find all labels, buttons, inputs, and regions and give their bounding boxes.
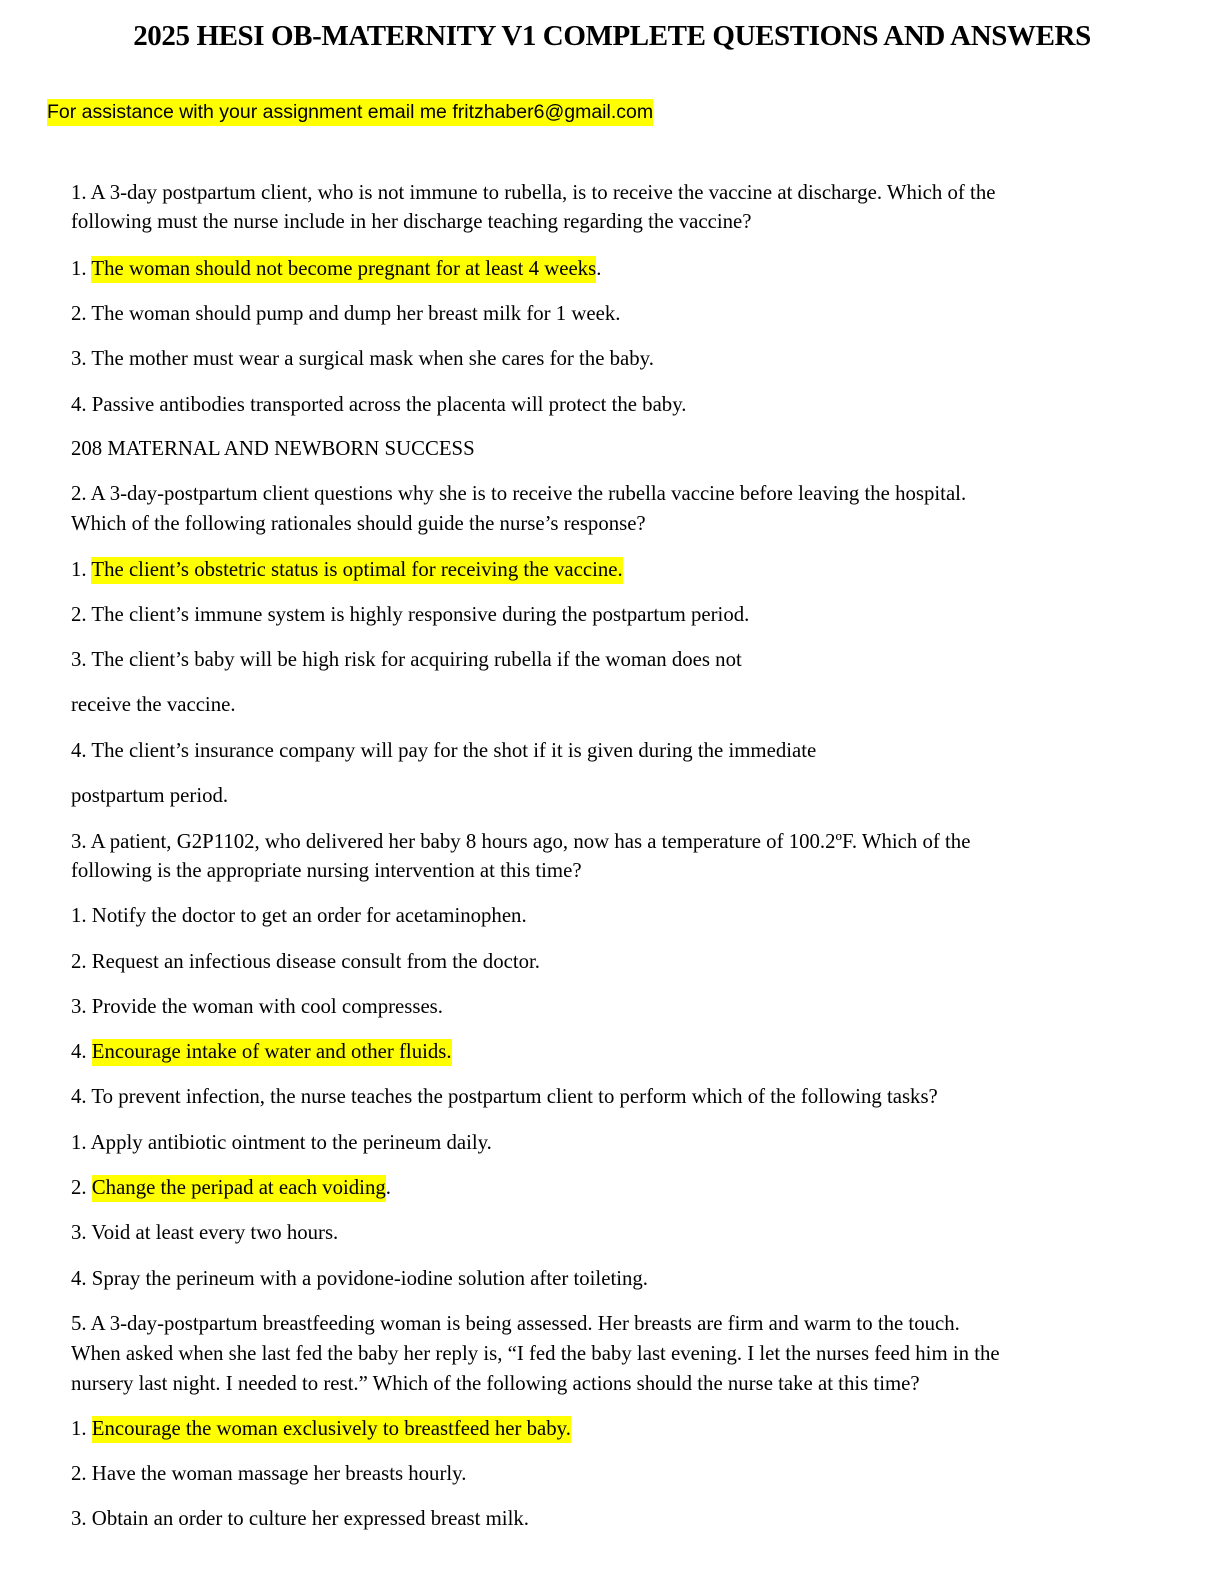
answer-highlight: Change the peripad at each voiding — [92, 1175, 386, 1202]
question-1-stem-line-1: 1. A 3-day postpartum client, who is not immune to rubella, is to receive the vaccine at discharge. Which of the — [71, 181, 996, 204]
question-3-option-1: 1. Notify the doctor to get an order for acetaminophen. — [71, 904, 527, 927]
question-3-stem-line-2: following is the appropriate nursing intervention at this time? — [71, 859, 582, 882]
answer-highlight: The client’s obstetric status is optimal for receiving the vaccine. — [91, 557, 622, 584]
question-4-option-4: 4. Spray the perineum with a povidone-iodine solution after toileting. — [71, 1267, 648, 1290]
question-1-option-4: 4. Passive antibodies transported across the placenta will protect the baby. — [71, 393, 687, 416]
question-3-option-3: 3. Provide the woman with cool compresses. — [71, 995, 443, 1018]
contact-line — [47, 97, 653, 127]
question-3-stem-line-1: 3. A patient, G2P1102, who delivered her baby 8 hours ago, now has a temperature of 100.2ºF. Which of the — [71, 830, 971, 853]
question-5-stem-line-2: When asked when she last fed the baby her reply is, “I fed the baby last evening. I let the nurses feed him in the — [71, 1342, 1000, 1365]
question-5-stem-line-3: nursery last night. I needed to rest.” Which of the following actions should the nurse take at this time? — [71, 1372, 920, 1395]
question-1-option-3: 3. The mother must wear a surgical mask when she cares for the baby. — [71, 347, 654, 370]
question-3-option-2: 2. Request an infectious disease consult from the doctor. — [71, 950, 540, 973]
answer-highlight: Encourage the woman exclusively to breastfeed her baby. — [92, 1416, 571, 1443]
answer-highlight: The woman should not become pregnant for at least 4 weeks — [91, 256, 596, 283]
question-2-option-4: 4. The client’s insurance company will pay for the shot if it is given during the immediate — [71, 739, 817, 762]
question-4-option-2-answer: 2. Change the peripad at each voiding. — [71, 1173, 391, 1202]
answer-highlight: Encourage intake of water and other fluids. — [92, 1039, 452, 1066]
question-2-option-3: 3. The client’s baby will be high risk for acquiring rubella if the woman does not — [71, 648, 742, 671]
question-2-option-2: 2. The client’s immune system is highly responsive during the postpartum period. — [71, 603, 750, 626]
question-4-stem: 4. To prevent infection, the nurse teaches the postpartum client to perform which of the following tasks? — [71, 1085, 938, 1108]
question-4-option-1: 1. Apply antibiotic ointment to the perineum daily. — [71, 1131, 492, 1154]
contact-highlight: For assistance with your assignment email me fritzhaber6@gmail.com — [47, 99, 653, 126]
question-1-option-2: 2. The woman should pump and dump her breast milk for 1 week. — [71, 302, 621, 325]
question-2-stem-line-2: Which of the following rationales should guide the nurse’s response? — [71, 512, 646, 535]
question-2-option-3-cont: receive the vaccine. — [71, 693, 236, 716]
question-5-stem-line-1: 5. A 3-day-postpartum breastfeeding woman is being assessed. Her breasts are firm and warm to the touch. — [71, 1312, 960, 1335]
question-2-option-4-cont: postpartum period. — [71, 784, 229, 807]
question-5-option-1-answer: 1. Encourage the woman exclusively to breastfeed her baby. — [71, 1414, 571, 1443]
question-2-option-1-answer: 1. The client’s obstetric status is optimal for receiving the vaccine. — [71, 555, 623, 584]
question-5-option-2: 2. Have the woman massage her breasts hourly. — [71, 1462, 467, 1485]
source-reference: 208 MATERNAL AND NEWBORN SUCCESS — [71, 437, 475, 460]
document-title: 2025 HESI OB-MATERNITY V1 COMPLETE QUESTIONS AND ANSWERS — [133, 20, 1091, 52]
question-5-option-3: 3. Obtain an order to culture her expressed breast milk. — [71, 1507, 529, 1530]
question-1-stem-line-2: following must the nurse include in her discharge teaching regarding the vaccine? — [71, 210, 752, 233]
question-4-option-3: 3. Void at least every two hours. — [71, 1221, 339, 1244]
question-2-stem-line-1: 2. A 3-day-postpartum client questions why she is to receive the rubella vaccine before leaving the hospital. — [71, 482, 967, 505]
question-1-option-1-answer: 1. The woman should not become pregnant for at least 4 weeks. — [71, 254, 601, 283]
question-3-option-4-answer: 4. Encourage intake of water and other fluids. — [71, 1037, 452, 1066]
